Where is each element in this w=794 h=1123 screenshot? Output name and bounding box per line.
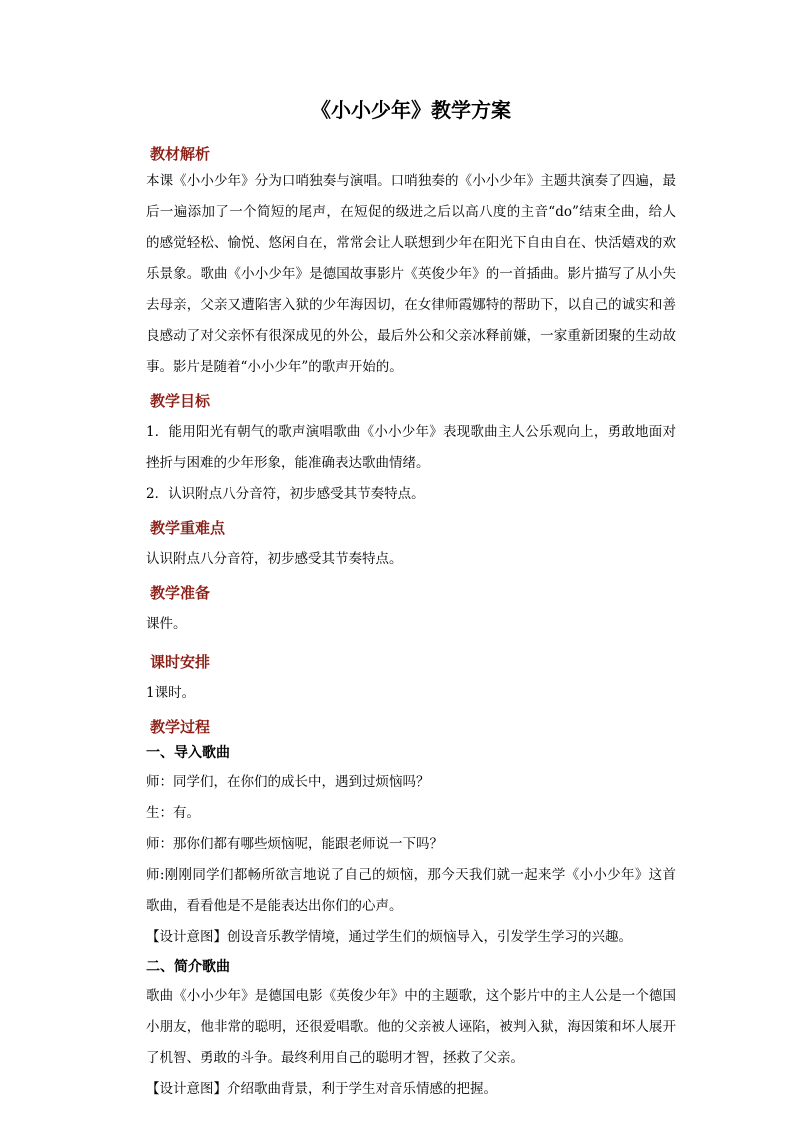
page-title: 《小小少年》教学方案	[311, 98, 511, 122]
document-content	[146, 96, 676, 1105]
design-intent-1: 【设计意图】创设音乐教学情境，通过学生们的烦恼导入，引发学生学习的兴趣。	[146, 929, 632, 945]
goal-item-2: 2．认识附点八分音符，初步感受其节奏特点。	[146, 486, 425, 502]
design-intent-2: 【设计意图】介绍歌曲背景，利于学生对音乐情感的把握。	[146, 1081, 497, 1097]
section-heading-schedule: 课时安排	[150, 653, 211, 671]
key-points-text: 认识附点八分音符，初步感受其节奏特点。	[146, 551, 403, 567]
section-heading-goals: 教学目标	[150, 392, 211, 410]
section-heading-key-points: 教学重难点	[150, 519, 226, 537]
dialogue-line: 师：那你们都有哪些烦恼呢，能跟老师说一下吗？	[146, 836, 443, 852]
analysis-paragraph: 本课《小小少年》分为口哨独奏与演唱。口哨独奏的《小小少年》主题共演奏了四遍，最后一遍添加了一个简短的尾声，在短促的级进之后以高八度的主音“do”结束全曲，给人的感觉轻松、愉悦、悠闲自在，常常会让人联想到少年在阳光下自由自在、快活嬉戏的欢乐景象。歌曲《小小少年》是德国故事影片《英俊少年》的一首插曲。影片描写了从小失去母亲，父亲又遭陷害入狱的少年海因切，在女律师霞娜特的帮助下，以自己的诚实和善良感动了对父亲怀有很深成见的外公，最后外公和父亲冰释前嫌，一家重新团聚的生动故事。影片是随着“小小少年”的歌声开始的。	[146, 173, 676, 375]
dialogue-line: 生：有。	[146, 805, 200, 821]
schedule-text: 1课时。	[146, 685, 196, 701]
section-heading-analysis: 教材解析	[150, 145, 211, 163]
section-heading-process: 教学过程	[150, 718, 211, 736]
process-part2-heading: 二、简介歌曲	[146, 959, 230, 975]
song-intro-paragraph: 歌曲《小小少年》是德国电影《英俊少年》中的主题歌，这个影片中的主人公是一个德国小朋友，他非常的聪明，还很爱唱歌。他的父亲被人诬陷，被判入狱，海因策和坏人展开了机智、勇敢的斗争。最终利用自己的聪明才智，拯救了父亲。	[146, 988, 676, 1066]
dialogue-line: 师:刚刚同学们都畅所欲言地说了自己的烦恼，那今天我们就一起来学《小小少年》这首歌曲，看看他是不是能表达出你们的心声。	[146, 867, 676, 914]
section-heading-preparation: 教学准备	[150, 584, 211, 602]
dialogue-line: 师：同学们，在你们的成长中，遇到过烦恼吗？	[146, 774, 430, 790]
preparation-text: 课件。	[146, 616, 187, 632]
process-part1-heading: 一、导入歌曲	[146, 745, 230, 761]
goal-item-1: 1．能用阳光有朝气的歌声演唱歌曲《小小少年》表现歌曲主人公乐观向上，勇敢地面对挫折与困难的少年形象，能准确表达歌曲情绪。	[146, 424, 676, 471]
